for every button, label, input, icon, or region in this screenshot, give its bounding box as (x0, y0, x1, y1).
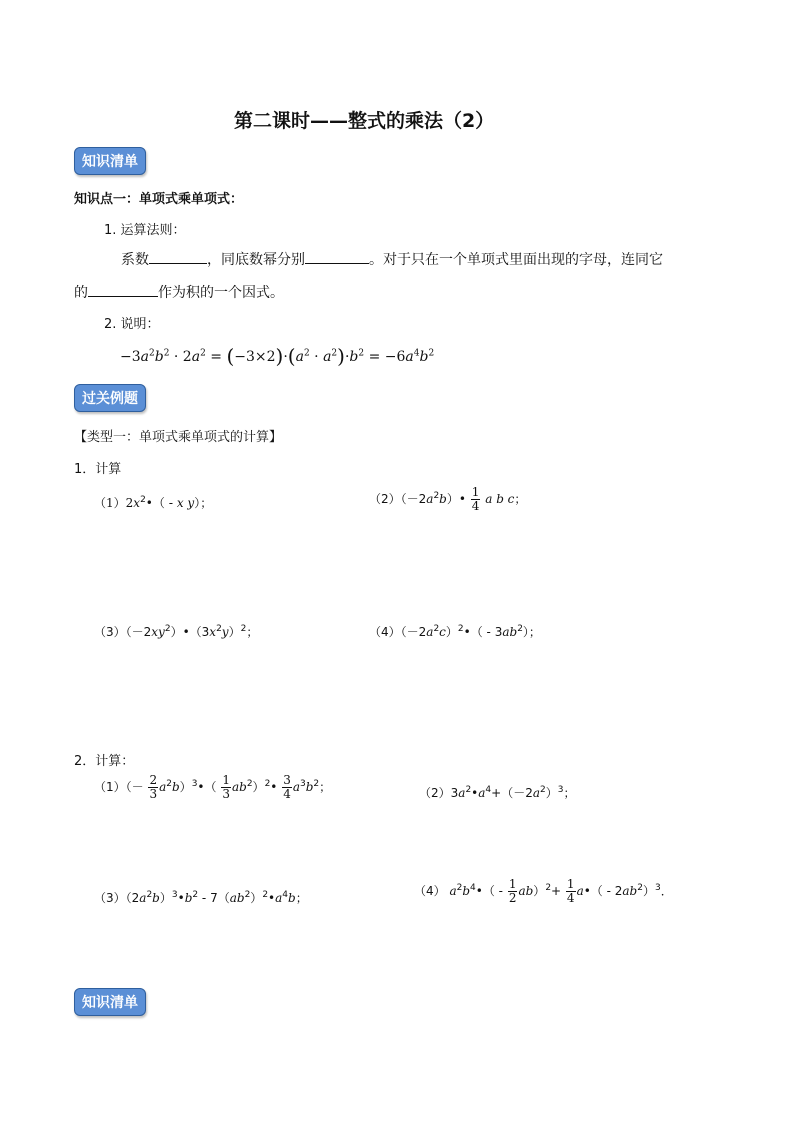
rule-line-2 (74, 282, 284, 302)
rule-text-e: 作为积的一个因式。 (158, 285, 284, 301)
blank-1 (149, 249, 207, 264)
q1-problem-2: $(2)(-2a^2b)•$ $\frac{1}{4}$ a b c； (369, 485, 527, 513)
fraction-1-2: $\frac{1}{2}$ (508, 877, 517, 905)
formula: $-3a^2b^2 \cdot 2a^2 = (-3\times 2)\cdot(a^2 \cdot a^2)\cdot b^2 = -6a^4b^2$ (120, 344, 435, 368)
rule-text-b: ，同底数幂分别 (207, 252, 305, 268)
q2-problem-1: （1）（－ $\frac{2}{3}$ $a^2b)^3•$（ $\frac{1}{3}$ $ab^2)^2•$ $\frac{3}{4}$ $a^3b^2$； (94, 773, 332, 801)
q2-problem-2: $(2)3a^2•a^4+(-2a^2)^3$； (419, 785, 576, 800)
note-label: 2. 说明： (104, 317, 160, 332)
rule-text-a: 系数 (121, 252, 149, 268)
rule-text-c: 。对于只在一个单项式里面出现的字母，连同它 (369, 252, 663, 268)
q2-label: 2．计算： (74, 754, 135, 769)
q1-label: 1．计算 (74, 462, 122, 477)
fraction-1-3: $\frac{1}{3}$ (222, 773, 230, 801)
q1-problem-3: $(3)(-2xy^2)•(3x^2y)^2$； (94, 624, 259, 639)
fraction-1-4: $\frac{1}{4}$ (471, 485, 480, 513)
q2-problem-3: $(3)(2a^2b)^3•b^2$ - $7(ab^2)^2•a^4b$； (94, 890, 308, 905)
section-badge-knowledge: 知识清单 (74, 147, 146, 175)
q2-problem-4: （4） $a^2b^4•$（ - $\frac{1}{2}$ ab）$^2$+ $\frac{1}{4}$ a•（ - $2ab^2)^3$． (414, 877, 673, 905)
blank-3 (88, 282, 158, 297)
rule-label: 1. 运算法则： (104, 223, 186, 238)
fraction-1-4b: $\frac{1}{4}$ (566, 877, 575, 905)
fraction-2-3: $\frac{2}{3}$ (149, 773, 158, 801)
type1-heading: 【类型一：单项式乘单项式的计算】 (74, 430, 283, 445)
q1-problem-1: $(1)2x^2•$（ - x y）； (94, 495, 213, 510)
rule-line-1 (121, 249, 663, 269)
fraction-3-4: $\frac{3}{4}$ (283, 773, 291, 801)
point1-heading: 知识点一：单项式乘单项式： (74, 192, 244, 207)
section-badge-examples: 过关例题 (74, 384, 146, 412)
rule-text-d: 的 (74, 285, 88, 301)
q1-problem-4: $(4)(-2a^2c)^2•( - 3ab^2)$； (369, 624, 541, 639)
section-badge-knowledge-2: 知识清单 (74, 988, 146, 1016)
blank-2 (305, 249, 369, 264)
page-title: 第二课时——整式的乘法（2） (234, 110, 495, 132)
